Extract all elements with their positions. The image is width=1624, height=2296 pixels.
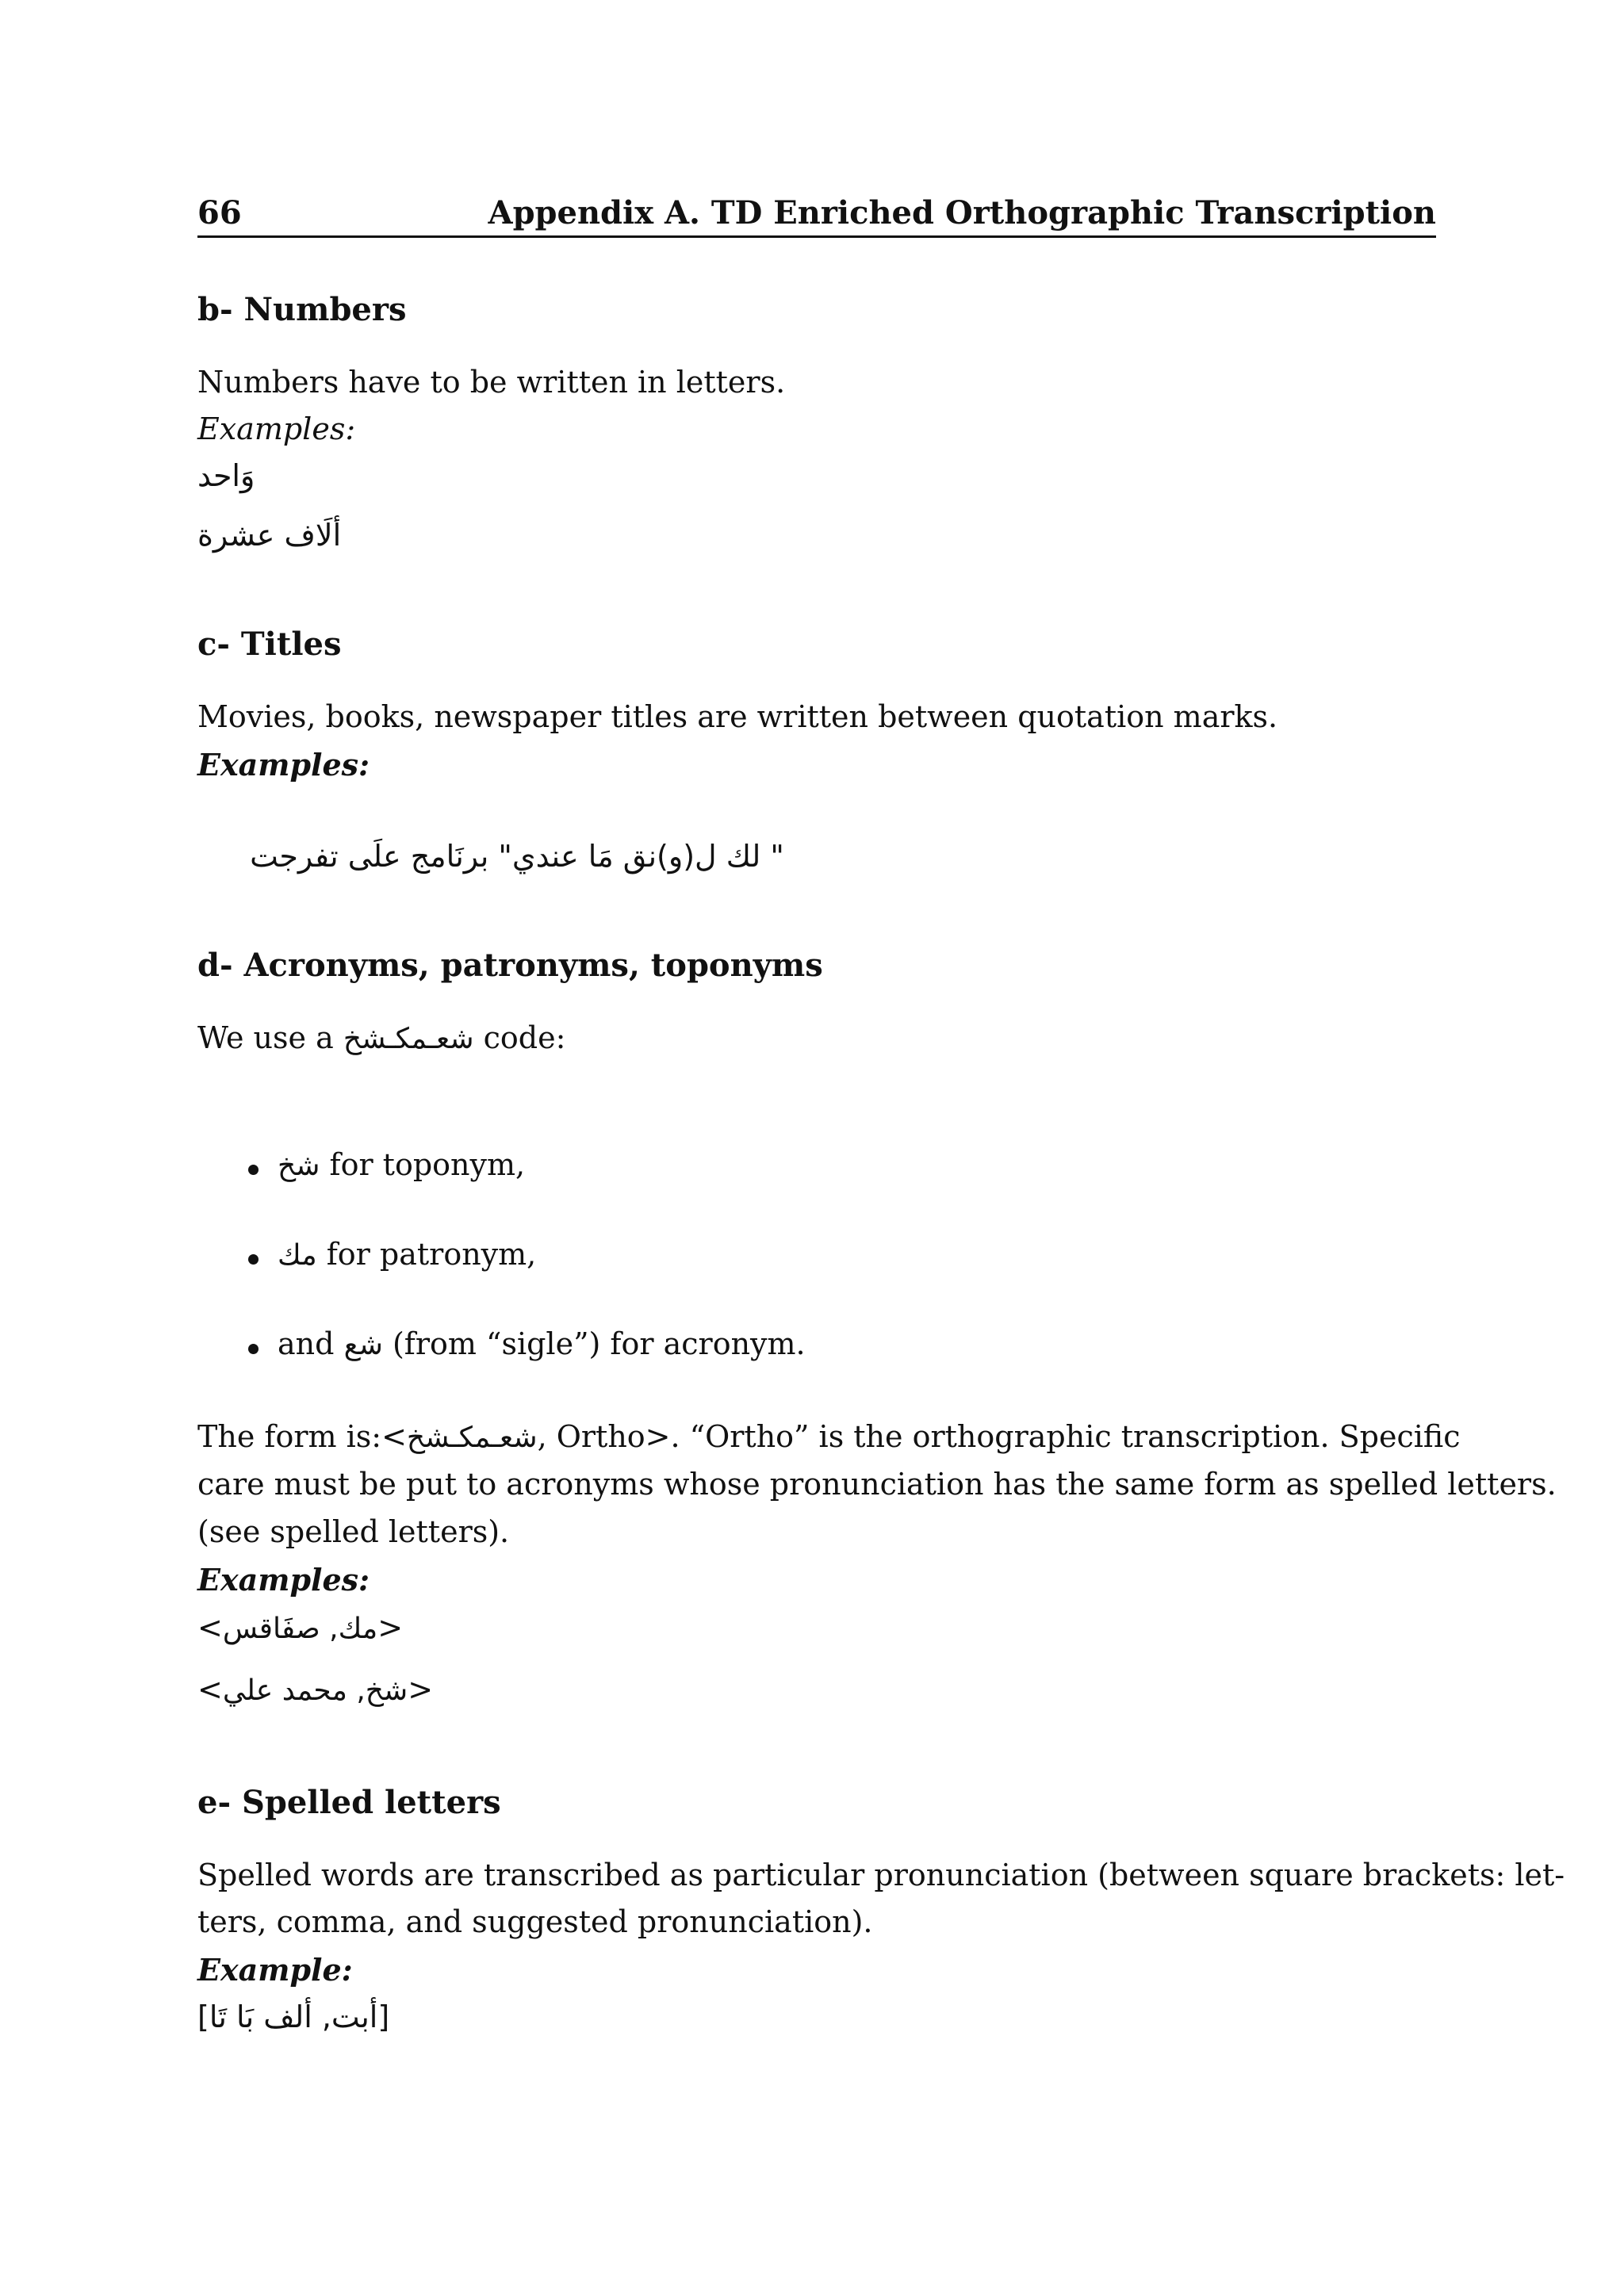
section-heading-acronyms: d- Acronyms, patronyms, toponyms: [197, 947, 823, 984]
section-heading-spelled: e- Spelled letters: [197, 1784, 501, 1821]
bullet-toponym: [278, 1147, 525, 1184]
titles-examples-label: Examples:: [197, 747, 370, 783]
form-line-1-end: , Ortho>. “Ortho” is the orthographic transcription. Specific: [537, 1419, 1461, 1454]
titles-text: Movies, books, newspaper titles are written between quotation marks.: [197, 699, 1278, 734]
form-line-1: [197, 1419, 1461, 1456]
code-arabic: شعـمكـشخ: [343, 1023, 474, 1055]
header-rule: [197, 235, 1436, 238]
bullet-prefix: and: [278, 1326, 335, 1361]
form-line-1-start: The form is:<: [197, 1419, 407, 1454]
angle-open: <: [197, 1672, 223, 1707]
intro-text-before: We use a: [197, 1020, 334, 1055]
acronyms-example-2: [197, 1672, 433, 1709]
bullet-text: (from “sigle”) for acronym.: [392, 1326, 806, 1361]
running-title: Appendix A. TD Enriched Orthographic Transcription: [488, 194, 1436, 232]
numbers-examples-label: Examples:: [197, 411, 356, 446]
angle-close: >: [377, 1610, 404, 1645]
example-arabic: مك, صفَاقس: [222, 1613, 378, 1645]
page-number: 66: [197, 194, 242, 232]
numbers-example-2: ألَاف عشرة: [197, 518, 342, 553]
bullet-patronym: [278, 1237, 536, 1273]
angle-close: >: [408, 1672, 434, 1707]
section-heading-numbers: b- Numbers: [197, 291, 407, 328]
example-arabic: شخ, محمد علي: [222, 1674, 408, 1707]
form-line-2: care must be put to acronyms whose pronunciation has the same form as spelled letters.: [197, 1467, 1557, 1502]
acronyms-intro: [197, 1020, 565, 1057]
bullet-acronym: [278, 1326, 806, 1363]
spelled-example: [أبت, ألف بَا تَا]: [197, 1999, 390, 2034]
spelled-example-label: Example:: [197, 1952, 353, 1988]
acronyms-examples-label: Examples:: [197, 1562, 370, 1598]
bullet-marker: [248, 1254, 259, 1265]
form-arabic: شعـمكـشخ: [406, 1422, 538, 1454]
angle-open: <: [197, 1610, 223, 1645]
numbers-text: Numbers have to be written in letters.: [197, 365, 786, 400]
form-line-3: (see spelled letters).: [197, 1514, 510, 1549]
bullet-arabic: مك: [278, 1239, 317, 1272]
titles-example-1: " لك ل(و)نق مَا عندي" برنَامج علَى تفرجت: [250, 839, 784, 874]
section-heading-titles: c- Titles: [197, 626, 342, 663]
bullet-marker: [248, 1344, 259, 1354]
bullet-text: for patronym,: [326, 1237, 537, 1272]
spelled-line-1: Spelled words are transcribed as particular pronunciation (between square brackets: let-: [197, 1858, 1565, 1892]
numbers-example-1: وَاحد: [197, 458, 255, 493]
bullet-marker: [248, 1165, 259, 1175]
bullet-arabic: شخ: [278, 1150, 320, 1182]
bullet-arabic: شع: [343, 1329, 383, 1361]
spelled-line-2: ters, comma, and suggested pronunciation).: [197, 1904, 873, 1939]
acronyms-example-1: [197, 1610, 403, 1647]
intro-text-after: code:: [483, 1020, 566, 1055]
bullet-text: for toponym,: [329, 1147, 526, 1182]
